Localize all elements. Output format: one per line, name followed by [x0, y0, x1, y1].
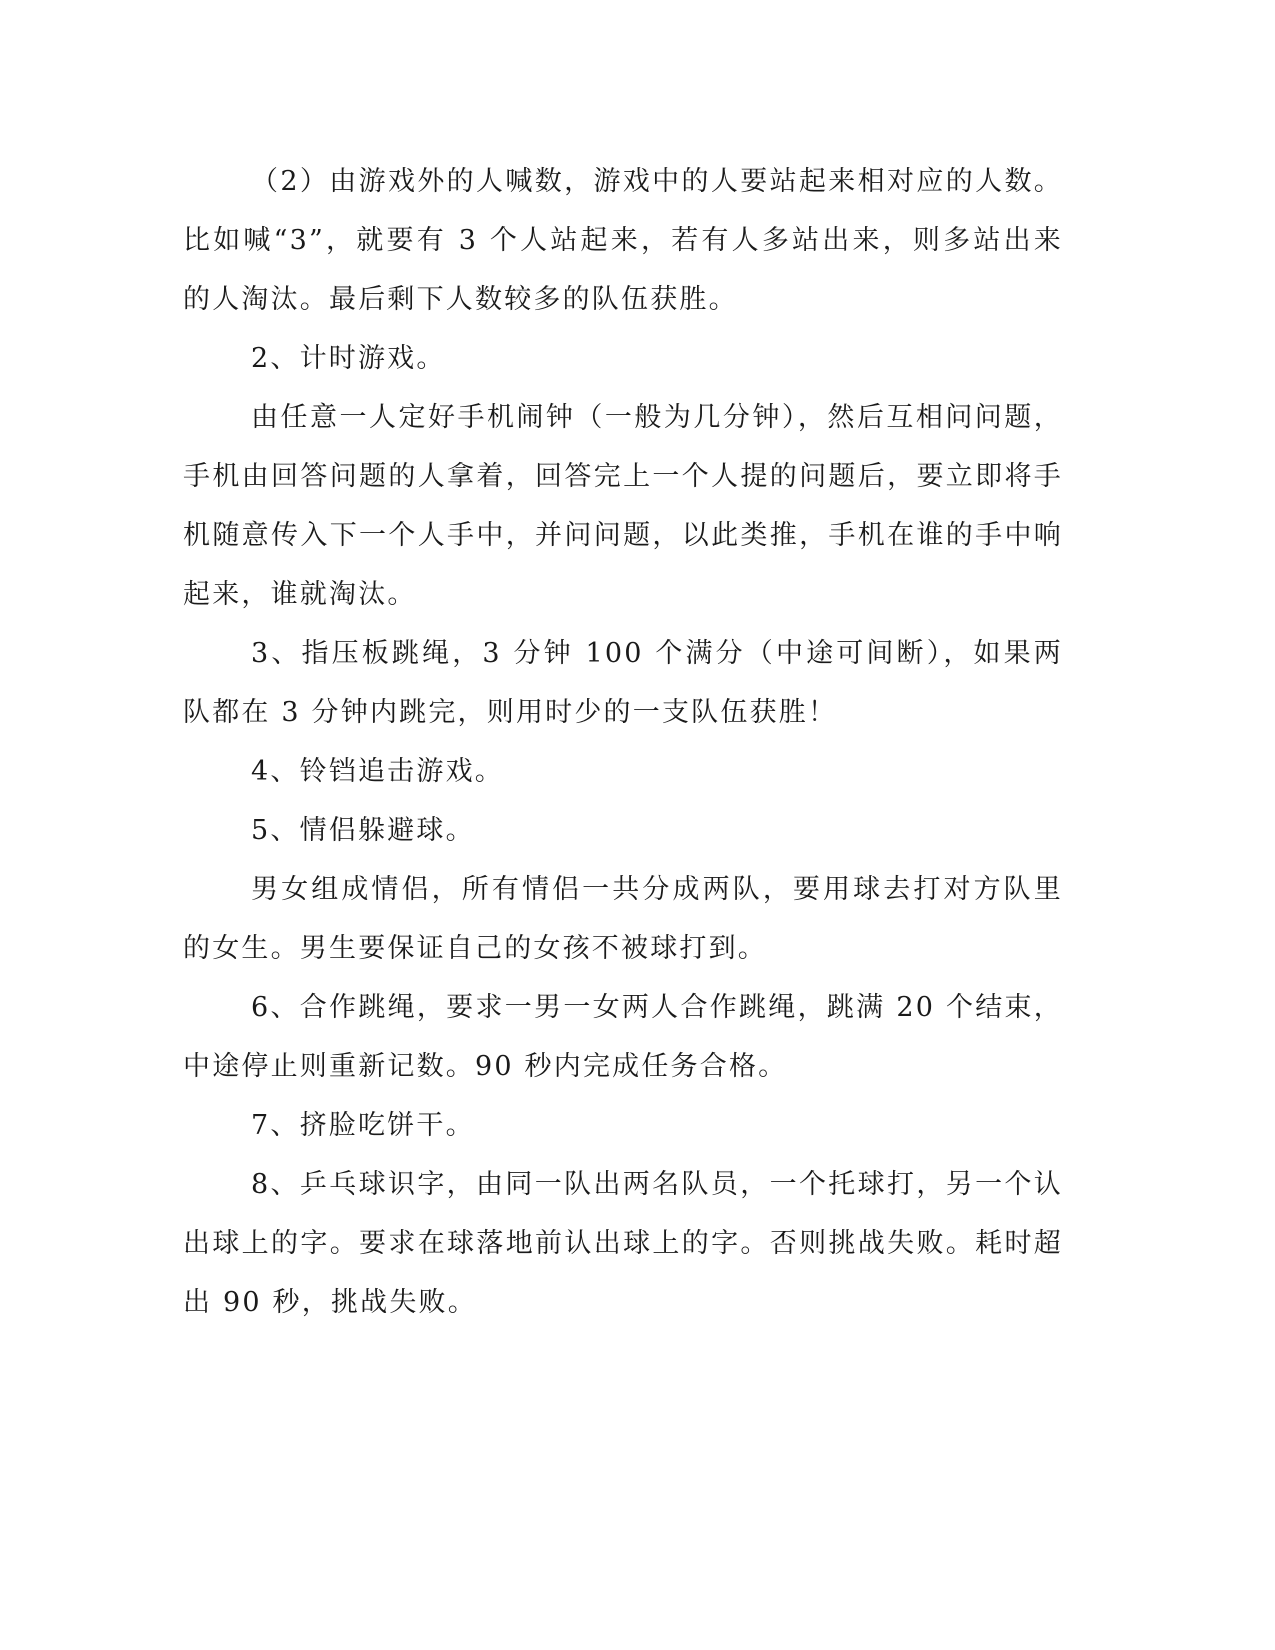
paragraph-item-5-description: 男女组成情侣，所有情侣一共分成两队，要用球去打对方队里的女生。男生要保证自己的女孩不被球打到。	[183, 874, 1063, 964]
paragraph-item-2-description: 由任意一人定好手机闹钟（一般为几分钟），然后互相问问题，手机由回答问题的人拿着，回答完上一个人提的问题后，要立即将手机随意传入下一个人手中，并问问题，以此类推，手机在谁的手中响起来，谁就淘汰。	[183, 402, 1063, 610]
paragraph-item-2-heading: 2、计时游戏。	[251, 343, 446, 374]
paragraph-item-5-heading: 5、情侣躲避球。	[251, 815, 475, 846]
document-body	[183, 152, 1063, 1332]
paragraph-item-3: 3、指压板跳绳，3 分钟 100 个满分（中途可间断），如果两队都在 3 分钟内跳完，则用时少的一支队伍获胜！	[183, 638, 1063, 728]
paragraph-item-8: 8、乒乓球识字，由同一队出两名队员，一个托球打，另一个认出球上的字。要求在球落地前认出球上的字。否则挑战失败。耗时超出 90 秒，挑战失败。	[183, 1169, 1063, 1318]
paragraph-game-rule-2: （2）由游戏外的人喊数，游戏中的人要站起来相对应的人数。比如喊“3”，就要有 3 个人站起来，若有人多站出来，则多站出来的人淘汰。最后剩下人数较多的队伍获胜。	[183, 166, 1063, 315]
paragraph-item-4-heading: 4、铃铛追击游戏。	[251, 756, 504, 787]
paragraph-item-7-heading: 7、挤脸吃饼干。	[251, 1110, 475, 1141]
paragraph-item-6: 6、合作跳绳，要求一男一女两人合作跳绳，跳满 20 个结束，中途停止则重新记数。90 秒内完成任务合格。	[183, 992, 1063, 1082]
